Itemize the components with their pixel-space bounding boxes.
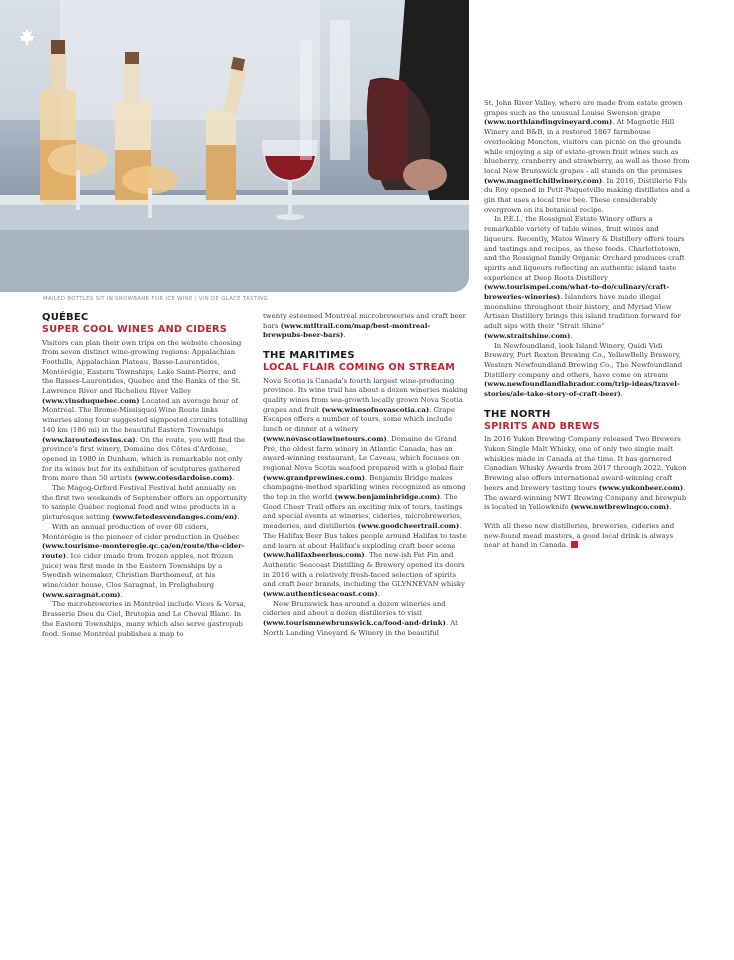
region-heading: QUÉBEC xyxy=(42,312,89,323)
link[interactable]: (www.novascotiawinetours.com) xyxy=(263,434,387,443)
link[interactable]: (www.yukonbeer.com) xyxy=(598,483,684,492)
section-subhead: SUPER COOL WINES AND CIDERS xyxy=(42,324,228,335)
paragraph: twenty esteemed Montréal microbreweries and craft beer bars (www.mtltrail.com/map/best-montreal-brewpubs-beer-bars). xyxy=(263,312,466,340)
link[interactable]: (www.mtltrail.com/map/best-montreal-brewpubs-beer-bars) xyxy=(263,321,431,340)
column-1 xyxy=(42,312,248,650)
column-2 xyxy=(263,312,469,650)
link[interactable]: (www.fetedesvendanges.com/en) xyxy=(112,513,238,522)
section-maritimes xyxy=(263,350,469,638)
link[interactable]: (www.goodcheertrail.com) xyxy=(357,522,460,531)
paragraph: In P.E.I., the Rossignol Estate Winery offers a remarkable variety of table wines, fruit wines and liqueurs. Recently, Matos Winery & Distillery offers tours and tastings and recipes, as these foods. Charlottetown, and the Rossignol family Organic Orchard produces craft spirits and liqueurs reflecting an authentic island taste experience at Deep Roots Distillery (www.tourismpei.com/what-to-do/culinary/craft-breweries-wineries). Islanders have made illegal moonshine throughout their history, and Myriad View Artisan Distillery brings this island tradition forward for adult sips with their "Strait Shine" (www.straitshine.com). xyxy=(484,215,685,340)
paragraph: Visitors can plan their own trips on the website choosing from seven distinct wine-growing regions: Appalachian Foothills, Appalachian Plateau, Basse-Laurentides, Montérégie, Eastern Townships, Lake Saint-Pierre, and the Basses-Laurentides, Quebec and the Banks of the St. Lawrence River and Richelieu River Valley (www.vinsduquebec.com) Located an average hour of Montréal. The Brome-Missisquoi Wine Route links wineries along four suggested signposted circuits totalling 140 km (186 mi) in the beautiful Eastern Townships (www.laroutedesvins.ca). On the route, you will find the province's first winery, Domaine des Côtes d'Ardoise, opened in 1980 in Dunham, which is remarkable not only for its wines but for its exhibition of sculptures gathered from more than 50 artists (www.cotesdardoise.com). xyxy=(42,338,248,483)
maple-leaf-icon xyxy=(16,26,38,48)
link[interactable]: (www.tourisme-monteregie.qc.ca/en/route/the-cider-route) xyxy=(42,542,245,560)
end-mark-icon xyxy=(571,541,578,548)
paragraph: St. John River Valley, where are made from estate grown grapes such as the unusual Louise Swenson grape (www.northlandingvineyard.com). At Magnetic Hill Winery and B&B, in a restored 1867 farmhouse overlooking Moncton, visitors can picnic on the grounds while enjoying a sip of estate-grown fruit wines such as blueberry, cranberry and strawberry, as well as those from local New Brunswick grapes - all stands on the premises (www.magnetichillwinery.com). In 2016, Distillerie Fils du Roy opened in Petit-Paquetville making distillates and a gin that uses a local tree bee. These considerably overgrown on its botanical recipe. xyxy=(484,99,690,214)
link[interactable]: (www.magnetichillwinery.com) xyxy=(484,176,603,185)
link[interactable]: (www.halifaxbeerbus.com) xyxy=(263,551,365,560)
paragraph: With an annual production of over 60 ciders, Montérégie is the pioneer of cider production in Québec (www.tourisme-monteregie.qc.ca/en/route/the-cider-route). Ice cider (made from frozen apples, not frozen juice) was first made in the Eastern Townships by a Swedish winemaker, Christian Barthomeuf, at his wine/cider house, Clos Saragnat, in Frelighsburg (www.saragnat.com). xyxy=(42,522,245,599)
link[interactable]: (www.northlandingvineyard.com) xyxy=(484,118,613,127)
link[interactable]: (www.newfoundlandlabrador.com/trip-ideas/travel-stories/ale-take-story-of-craft-beer) xyxy=(484,380,680,399)
link[interactable]: (www.grandprewines.com) xyxy=(263,473,365,482)
link[interactable]: (www.nwtbrewingco.com) xyxy=(570,503,670,512)
link[interactable]: (www.straitshine.com) xyxy=(484,331,571,340)
column-3 xyxy=(484,99,690,562)
section-quebec xyxy=(42,312,248,639)
paragraph: Nova Scotia is Canada's fourth largest wine-producing province. Its wine trail has about a dozen wineries making quality wines from sea-growth locally grown Nova Scotia grapes and fruit (www.winesofnovascotia.ca). Grape Escapes offers a number of tours, some which include lunch or dinner at a winery (www.novascotiawinetours.com). Domaine de Grand Pré, the oldest farm winery in Atlantic Canada, has an award-winning restaurant, Le Caveau, which focuses on regional Nova Scotia seafood prepared with a global flair (www.grandprewines.com). Benjamin Bridge makes champagne-method sparkling wines recognized as among the top in the world (www.benjaminbridge.com). The Good Cheer Trail offers an exciting mix of tours, tastings and special events at wineries, cideries, microbreweries, meaderies, and distilleries (www.goodcheertrail.com). The Halifax Beer Bus takes people around Halifax to taste and learn at about Halifax's exploding craft beer scene (www.halifaxbeerbus.com). The new-ish Fat Fin and Authentic Seacoast Distilling & Brewery opened its doors in 2016 with a relatively fresh-faced selection of spirits and craft beer brands, including the GLYNNEVAN whisky (www.authenticseacoast.com). xyxy=(263,376,468,599)
link[interactable]: (www.tourismnewbrunswick.ca/food-and-drink) xyxy=(263,619,446,628)
link[interactable]: (www.saragnat.com) xyxy=(42,590,121,599)
link[interactable]: (www.vinsduquebec.com) xyxy=(42,396,140,405)
paragraph: New Brunswick has around a dozen wineries and cideries and about a dozen distilleries to visit (www.tourismnewbrunswick.ca/food-and-drink). At North Landing Vineyard & Winery in the beautiful xyxy=(263,599,458,637)
link[interactable]: (www.laroutedesvins.ca) xyxy=(42,435,136,444)
section-north xyxy=(484,409,690,551)
paragraph: With all these new distilleries, breweries, cideries and new-found mead masters, a good local drink is always near at hand in Canada. xyxy=(484,521,675,550)
photo-caption: MAILED BOTTLES SIT IN SNOWBANK FOR ICE WINE / VIN DE GLACE TASTING xyxy=(43,296,268,302)
hero-photo xyxy=(0,0,469,292)
link[interactable]: (www.tourismpei.com/what-to-do/culinary/craft-breweries-wineries) xyxy=(484,283,670,302)
paragraph: In 2016 Yukon Brewing Company released Two Brewers Yukon Single Malt Whisky, one of only two single malt whiskies made in Canada at the time. It has garnered Canadian Whisky Awards from 2017 through 2022. Yukon Brewing also offers international award-winning craft beers and brewery tasting tours (www.yukonbeer.com). The award-winning NWT Brewing Company and brewpub is located in Yellowknife (www.nwtbrewingco.com). xyxy=(484,435,687,512)
link[interactable]: (www.winesofnovascotia.ca) xyxy=(321,405,430,414)
paragraph: In Newfoundland, look Island Winery, Quidi Vidi Brewery, Port Rexton Brewing Co., YellowBelly Brewery, Western Newfoundland Brewing Co., The Newfoundland Distillery company and others, have come on stream (www.newfoundlandlabrador.com/trip-ideas/travel-stories/ale-take-story-of-craft-beer). xyxy=(484,341,683,399)
paragraph: The Magog-Orford Festival Festival held annually on the first two weekends of September offers an opportunity to sample Québec regional food and wine products in a picturesque setting (www.fetedesvendanges.com/en). xyxy=(42,484,248,522)
paragraph: The microbreweries in Montréal include Vices & Versa, Brasserie Dieu du Ciel, Brutopia and Le Cheval Blanc. In the Eastern Townships, many which also serve gastropub food. Some Montréal publishes a map to xyxy=(42,600,246,638)
ice-wine-photo xyxy=(0,0,469,292)
link[interactable]: (www.cotesdardoise.com) xyxy=(134,474,233,483)
link[interactable]: (www.benjaminbridge.com) xyxy=(334,493,441,502)
region-heading: THE NORTH xyxy=(484,408,551,420)
section-subhead: LOCAL FLAIR COMING ON STREAM xyxy=(263,362,456,374)
link[interactable]: (www.authenticseacoast.com) xyxy=(263,590,378,599)
section-subhead: SPIRITS AND BREWS xyxy=(484,420,600,432)
region-heading: THE MARITIMES xyxy=(263,350,355,362)
